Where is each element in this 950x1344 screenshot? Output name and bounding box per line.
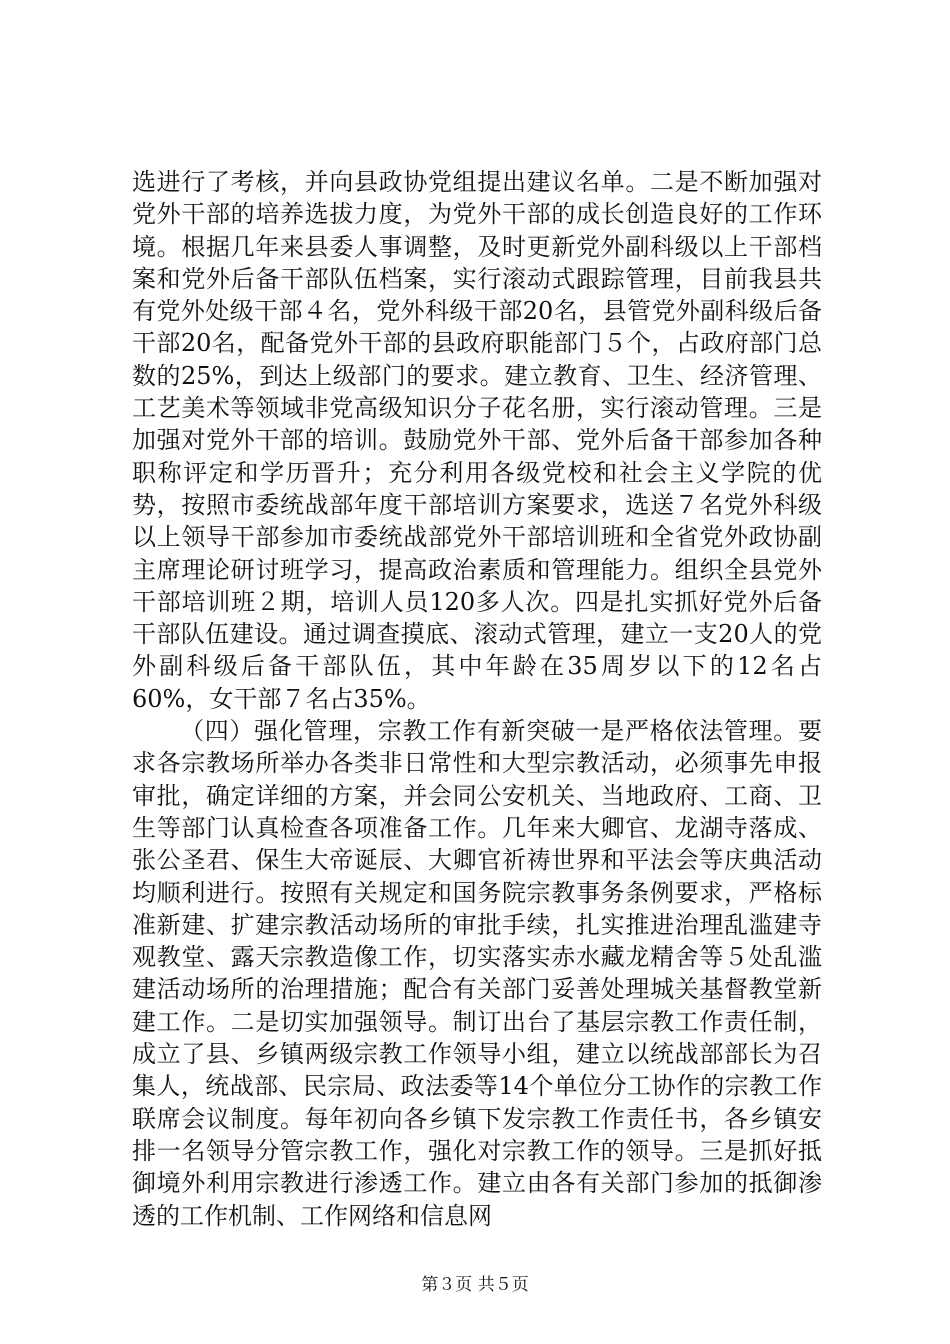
document-body [132, 166, 822, 1232]
page-number: 第３页 共５页 [421, 1275, 529, 1295]
paragraph-religious-affairs: （四）强化管理，宗教工作有新突破一是严格依法管理。要求各宗教场所举办各类非日常性和大型宗教活动，必须事先申报审批，确定详细的方案，并会同公安机关、当地政府、工商、卫生等部门认真检查各项准备工作。几年来大卿官、龙湖寺落成、张公圣君、保生大帝诞辰、大卿官祈祷世界和平法会等庆典活动均顺利进行。按照有关规定和国务院宗教事务条例要求，严格标准新建、扩建宗教活动场所的审批手续，扎实推进治理乱滥建寺观教堂、露天宗教造像工作，切实落实赤水藏龙精舍等５处乱滥建活动场所的治理措施；配合有关部门妥善处理城关基督教堂新建工作。二是切实加强领导。制订出台了基层宗教工作责任制，成立了县、乡镇两级宗教工作领导小组，建立以统战部部长为召集人，统战部、民宗局、政法委等14个单位分工协作的宗教工作联席会议制度。每年初向各乡镇下发宗教工作责任书，各乡镇安排一名领导分管宗教工作，强化对宗教工作的领导。三是抓好抵御境外利用宗教进行渗透工作。建立由各有关部门参加的抵御渗透的工作机制、工作网络和信息网 [132, 717, 822, 1230]
paragraph-cadre-training: 选进行了考核，并向县政协党组提出建议名单。二是不断加强对党外干部的培养选拔力度，为党外干部的成长创造良好的工作环境。根据几年来县委人事调整，及时更新党外副科级以上干部档案和党外后备干部队伍档案，实行滚动式跟踪管理，目前我县共有党外处级干部４名，党外科级干部20名，县管党外副科级后备干部20名，配备党外干部的县政府职能部门５个，占政府部门总数的25%，到达上级部门的要求。建立教育、卫生、经济管理、工艺美术等领域非党高级知识分子花名册，实行滚动管理。三是加强对党外干部的培训。鼓励党外干部、党外后备干部参加各种职称评定和学历晋升；充分利用各级党校和社会主义学院的优势，按照市委统战部年度干部培训方案要求，选送７名党外科级以上领导干部参加市委统战部党外干部培训班和全省党外政协副主席理论研讨班学习，提高政治素质和管理能力。组织全县党外干部培训班２期，培训人员120多人次。四是扎实抓好党外后备干部队伍建设。通过调查摸底、滚动式管理，建立一支20人的党外副科级后备干部队伍，其中年龄在35周岁以下的12名占60%，女干部７名占35%。 [132, 168, 822, 713]
